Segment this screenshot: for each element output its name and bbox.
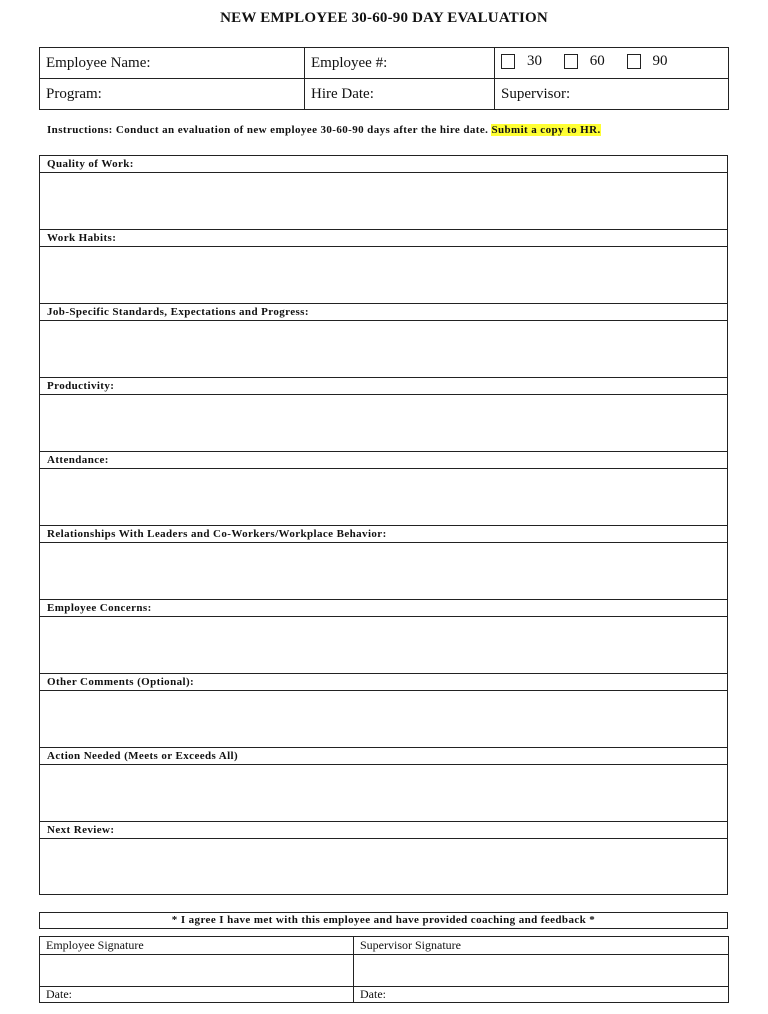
section-job-specific-standards — [40, 304, 727, 378]
section-label: Attendance: — [40, 452, 727, 469]
employee-signature-label: Employee Signature — [40, 937, 354, 955]
section-response-area[interactable] — [40, 617, 727, 673]
checkbox-60-box[interactable] — [564, 54, 578, 69]
employee-name-label: Employee Name: — [46, 54, 151, 71]
instructions-highlight: Submit a copy to HR. — [491, 124, 601, 136]
section-response-area[interactable] — [40, 321, 727, 377]
hire-date-field[interactable] — [305, 79, 495, 110]
section-label: Action Needed (Meets or Exceeds All) — [40, 748, 727, 765]
employee-number-field[interactable] — [305, 48, 495, 79]
employee-name-field[interactable] — [40, 48, 305, 79]
instructions — [47, 124, 601, 136]
supervisor-field[interactable] — [495, 79, 729, 110]
evaluation-sections — [39, 155, 728, 895]
section-response-area[interactable] — [40, 173, 727, 229]
section-label: Productivity: — [40, 378, 727, 395]
checkbox-90[interactable] — [627, 53, 668, 70]
checkbox-90-label: 90 — [652, 52, 668, 69]
program-field[interactable] — [40, 79, 305, 110]
program-label: Program: — [46, 85, 102, 102]
checkbox-90-box[interactable] — [627, 54, 641, 69]
section-work-habits — [40, 230, 727, 304]
hire-date-label: Hire Date: — [311, 85, 374, 102]
section-label: Other Comments (Optional): — [40, 674, 727, 691]
section-label: Next Review: — [40, 822, 727, 839]
section-label: Work Habits: — [40, 230, 727, 247]
signature-table — [39, 936, 729, 1003]
section-label: Quality of Work: — [40, 156, 727, 173]
section-response-area[interactable] — [40, 469, 727, 525]
supervisor-signature-label: Supervisor Signature — [354, 937, 729, 955]
checkbox-30[interactable] — [501, 53, 542, 70]
section-productivity — [40, 378, 727, 452]
section-response-area[interactable] — [40, 691, 727, 747]
instructions-text: Instructions: Conduct an evaluation of new employee 30-60-90 days after the hire date. — [47, 124, 489, 136]
employee-info-table — [39, 47, 729, 110]
section-response-area[interactable] — [40, 543, 727, 599]
section-quality-of-work — [40, 156, 727, 230]
checkbox-60[interactable] — [564, 53, 605, 70]
section-response-area[interactable] — [40, 395, 727, 451]
section-label: Relationships With Leaders and Co-Workers/Workplace Behavior: — [40, 526, 727, 543]
supervisor-signature-field[interactable] — [354, 955, 729, 987]
supervisor-label: Supervisor: — [501, 85, 571, 102]
section-attendance — [40, 452, 727, 526]
employee-number-label: Employee #: — [311, 54, 388, 71]
section-label: Job-Specific Standards, Expectations and Progress: — [40, 304, 727, 321]
section-other-comments — [40, 674, 727, 748]
section-response-area[interactable] — [40, 839, 727, 895]
section-employee-concerns — [40, 600, 727, 674]
employee-signature-field[interactable] — [40, 955, 354, 987]
section-label: Employee Concerns: — [40, 600, 727, 617]
checkbox-60-label: 60 — [589, 52, 605, 69]
form-title: NEW EMPLOYEE 30-60-90 DAY EVALUATION — [220, 10, 548, 26]
supervisor-date-field[interactable]: Date: — [354, 987, 729, 1003]
employee-date-field[interactable]: Date: — [40, 987, 354, 1003]
evaluation-period-checkboxes — [495, 48, 729, 79]
section-response-area[interactable] — [40, 765, 727, 821]
checkbox-30-box[interactable] — [501, 54, 515, 69]
section-next-review — [40, 822, 727, 896]
checkbox-30-label: 30 — [527, 52, 542, 69]
section-action-needed — [40, 748, 727, 822]
agreement-statement: * I agree I have met with this employee and have provided coaching and feedback * — [39, 912, 728, 929]
section-response-area[interactable] — [40, 247, 727, 303]
section-relationships — [40, 526, 727, 600]
